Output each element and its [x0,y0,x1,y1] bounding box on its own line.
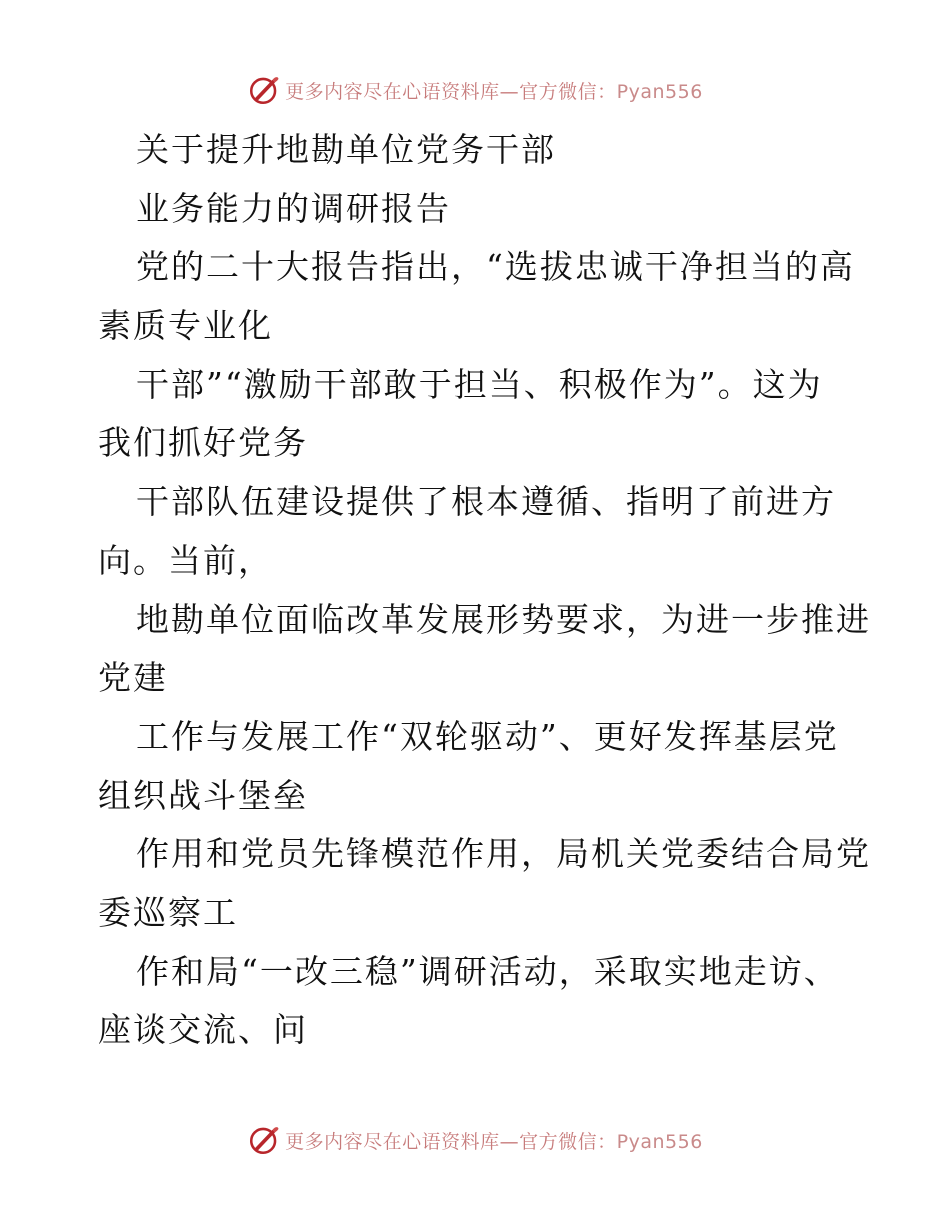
header-watermark [0,70,950,110]
paragraph-line: 座谈交流、问 [98,1010,308,1050]
title-line-1: 关于提升地勘单位党务干部 [136,130,556,169]
paragraph-line: 干部”“激励干部敢于担当、积极作为”。这为 [136,364,823,404]
paragraph-line: 委巡察工 [98,892,238,932]
footer-watermark [0,1120,950,1160]
paragraph-line: 向。当前， [98,540,273,580]
title-line-2: 业务能力的调研报告 [136,188,451,228]
paragraph-line: 作和局“一改三稳”调研活动，采取实地走访、 [136,951,839,991]
watermark-text: 更多内容尽在心语资料库—官方微信：Pyan556 [285,1130,703,1153]
paragraph-line: 党的二十大报告指出，“选拔忠诚干净担当的高 [136,247,855,287]
paragraph-line: 干部队伍建设提供了根本遵循、指明了前进方 [136,482,836,522]
paragraph-line: 素质专业化 [98,306,273,346]
paragraph-line: 组织战斗堡垒 [98,775,308,815]
paragraph-line: 党建 [98,658,168,698]
paragraph-line: 作用和党员先锋模范作用，局机关党委结合局党 [136,834,871,874]
document-body [98,121,871,1060]
quill-logo-icon [247,73,281,107]
paragraph-line: 我们抓好党务 [98,423,308,463]
paragraph-line: 工作与发展工作“双轮驱动”、更好发挥基层党 [136,716,839,756]
quill-logo-icon [247,1123,281,1157]
paragraph-line: 地勘单位面临改革发展形势要求，为进一步推进 [136,599,871,639]
watermark-text: 更多内容尽在心语资料库—官方微信：Pyan556 [285,80,703,103]
